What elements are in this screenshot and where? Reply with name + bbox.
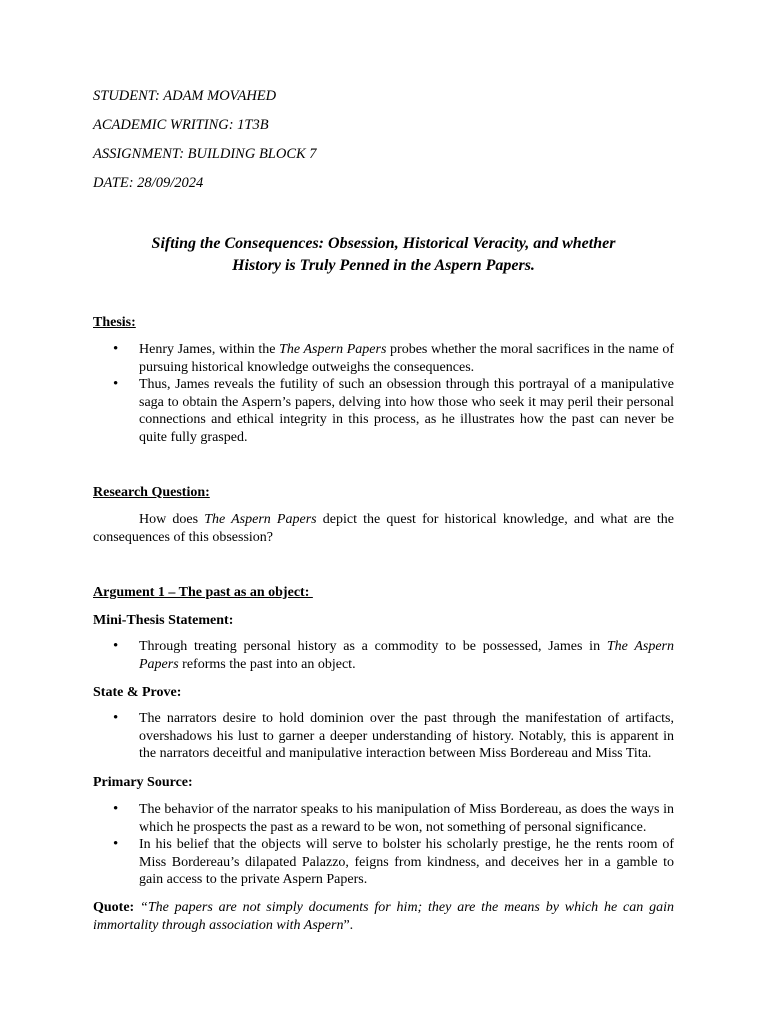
argument-1-heading: Argument 1 – The past as an object: — [93, 585, 313, 600]
quote-end: ”. — [343, 917, 354, 933]
work-title: The Aspern Papers — [139, 639, 674, 672]
thesis-heading: Thesis: — [93, 315, 136, 330]
state-prove-heading: State & Prove: — [93, 685, 182, 700]
mini-thesis-heading: Mini-Thesis Statement: — [93, 613, 234, 628]
state-prove-list — [93, 710, 674, 763]
student-line: STUDENT: ADAM MOVAHED — [93, 88, 277, 104]
title-line-2: History is Truly Penned in the Aspern Papers. — [232, 257, 535, 274]
work-title: The Aspern Papers — [204, 512, 317, 527]
research-question: How does The Aspern Papers depict the quest for historical knowledge, and what are the consequences of this obsession? — [93, 512, 674, 545]
title-line-1: Sifting the Consequences: Obsession, Historical Veracity, and whether — [151, 235, 616, 252]
mini-thesis-list — [93, 638, 674, 673]
primary-source-bullet-1: • The behavior of the narrator speaks to his manipulation of Miss Bordereau, as does the ways in which he prospects the past as a reward to be won, not something of personal significance. — [93, 801, 674, 836]
quote-paragraph — [93, 899, 674, 934]
work-title: The Aspern Papers — [279, 342, 387, 357]
research-heading: Research Question: — [93, 485, 210, 500]
primary-source-list — [93, 801, 674, 889]
date-line: DATE: 28/09/2024 — [93, 175, 204, 191]
primary-source-bullet-2: • In his belief that the objects will serve to bolster his scholarly prestige, he the rents room of Miss Bordereau’s dilapated Palazzo, feigns from kindness, and deceives her in a gamble to gain access to the private Aspern Papers. — [93, 836, 674, 889]
thesis-bullet-1: • Henry James, within the The Aspern Papers probes whether the moral sacrifices in the name of pursuing historical knowledge outweighs the consequences. — [93, 341, 674, 376]
assignment-line: ASSIGNMENT: BUILDING BLOCK 7 — [93, 146, 317, 162]
quote-text: “The papers are not simply documents for him; they are the means by which he can gain immortality through association with Aspern — [93, 900, 674, 933]
state-prove-bullet: • The narrators desire to hold dominion over the past through the manifestation of artifacts, overshadows his lust to garner a deeper understanding of history. Notably, this is apparent in the narrators deceitful and manipulative interaction between Miss Bordereau and Miss Tita. — [93, 710, 674, 763]
course-line: ACADEMIC WRITING: 1T3B — [93, 117, 269, 133]
mini-thesis-bullet: • Through treating personal history as a commodity to be possessed, James in The Aspern Papers reforms the past into an object. — [93, 638, 674, 673]
document-title — [93, 233, 674, 277]
quote-label: Quote: — [93, 900, 135, 915]
thesis-bullet-2: • Thus, James reveals the futility of such an obsession through this portrayal of a manipulative saga to obtain the Aspern’s papers, delving into how those who seek it may peril their personal connections and ethical integrity in this process, as he illustrates how the past can never be quite fully grasped. — [93, 376, 674, 446]
primary-source-heading: Primary Source: — [93, 775, 193, 790]
thesis-list — [93, 341, 674, 446]
